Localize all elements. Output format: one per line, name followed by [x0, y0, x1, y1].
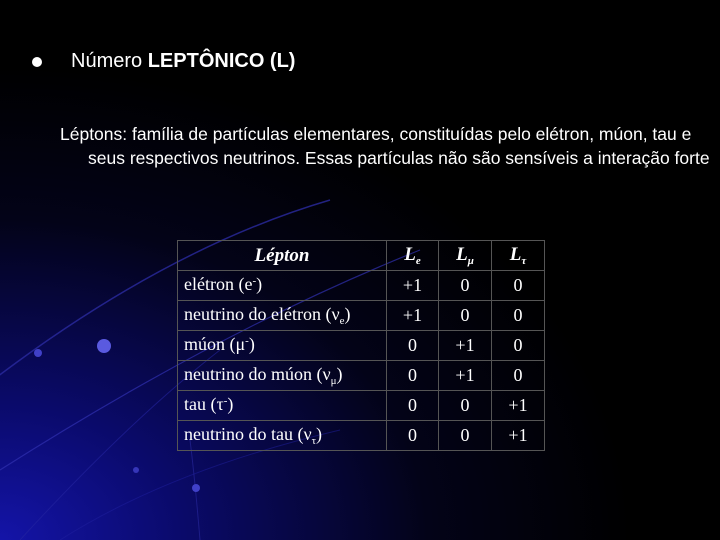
particle-name — [178, 421, 387, 451]
value-le: 0 — [387, 361, 439, 391]
table-row — [178, 361, 545, 391]
header-ltau — [492, 241, 545, 271]
table-row — [178, 301, 545, 331]
value-le: 0 — [387, 421, 439, 451]
page-title — [71, 50, 295, 73]
value-lmu: 0 — [439, 391, 492, 421]
particle-name-text: neutrino do tau (ν — [184, 424, 312, 444]
value-lmu: 0 — [439, 421, 492, 451]
value-ltau: +1 — [492, 421, 545, 451]
particle-name-text: tau (τ — [184, 394, 224, 414]
value-le: +1 — [387, 301, 439, 331]
value-lmu: +1 — [439, 361, 492, 391]
particle-sup: - — [245, 335, 249, 347]
particle-name-text: múon (μ — [184, 334, 246, 354]
header-le-label: L — [404, 244, 416, 265]
value-ltau: 0 — [492, 301, 545, 331]
table-row — [178, 271, 545, 301]
value-ltau: 0 — [492, 361, 545, 391]
particle-close: ) — [248, 334, 255, 354]
header-lmu — [439, 241, 492, 271]
particle-sub: e — [339, 315, 345, 327]
table-row — [178, 421, 545, 451]
header-lmu-label: L — [456, 244, 468, 265]
particle-sub: τ — [311, 435, 317, 447]
particle-name — [178, 361, 387, 391]
value-le: +1 — [387, 271, 439, 301]
particle-name-text: elétron (e — [184, 274, 253, 294]
decor-dot-3 — [192, 484, 200, 492]
particle-name — [178, 331, 387, 361]
header-ltau-label: L — [509, 244, 522, 265]
particle-sub: μ — [330, 375, 337, 387]
particle-name-text: neutrino do elétron (ν — [184, 304, 340, 324]
particle-name — [178, 301, 387, 331]
particle-sup: - — [223, 395, 228, 407]
heading-row — [32, 50, 295, 73]
particle-close: ) — [316, 424, 323, 444]
value-ltau: 0 — [492, 271, 545, 301]
header-lepton: Lépton — [178, 241, 387, 271]
particle-sup: - — [252, 275, 257, 287]
decor-dot-4 — [133, 467, 139, 473]
header-lmu-sub: μ — [467, 255, 474, 267]
header-le — [387, 241, 439, 271]
title-bold: LEPTÔNICO (L) — [147, 50, 296, 72]
particle-close: ) — [344, 304, 351, 324]
intro-paragraph: Léptons: família de partículas elementares, constituídas pelo elétron, múon, tau e seus respectivos neutrinos. Essas partículas não são sensíveis a interação forte — [60, 124, 710, 168]
table-row — [178, 391, 545, 421]
value-le: 0 — [387, 331, 439, 361]
particle-name-text: neutrino do múon (ν — [184, 364, 331, 384]
value-lmu: +1 — [439, 331, 492, 361]
particle-close: ) — [227, 394, 234, 414]
bullet-icon — [32, 57, 42, 67]
particle-name — [178, 391, 387, 421]
value-ltau: 0 — [492, 331, 545, 361]
particle-name — [178, 271, 387, 301]
value-lmu: 0 — [439, 271, 492, 301]
table-row — [178, 331, 545, 361]
value-le: 0 — [387, 391, 439, 421]
title-prefix: Número — [71, 50, 148, 72]
particle-close: ) — [336, 364, 343, 384]
table-header-row — [178, 241, 545, 271]
value-ltau: +1 — [492, 391, 545, 421]
particle-close: ) — [256, 274, 263, 294]
value-lmu: 0 — [439, 301, 492, 331]
header-ltau-sub: τ — [521, 255, 527, 267]
decor-dot-1 — [97, 339, 111, 353]
lepton-number-table — [177, 240, 545, 451]
header-le-sub: e — [415, 255, 421, 267]
decor-dot-2 — [34, 349, 42, 357]
